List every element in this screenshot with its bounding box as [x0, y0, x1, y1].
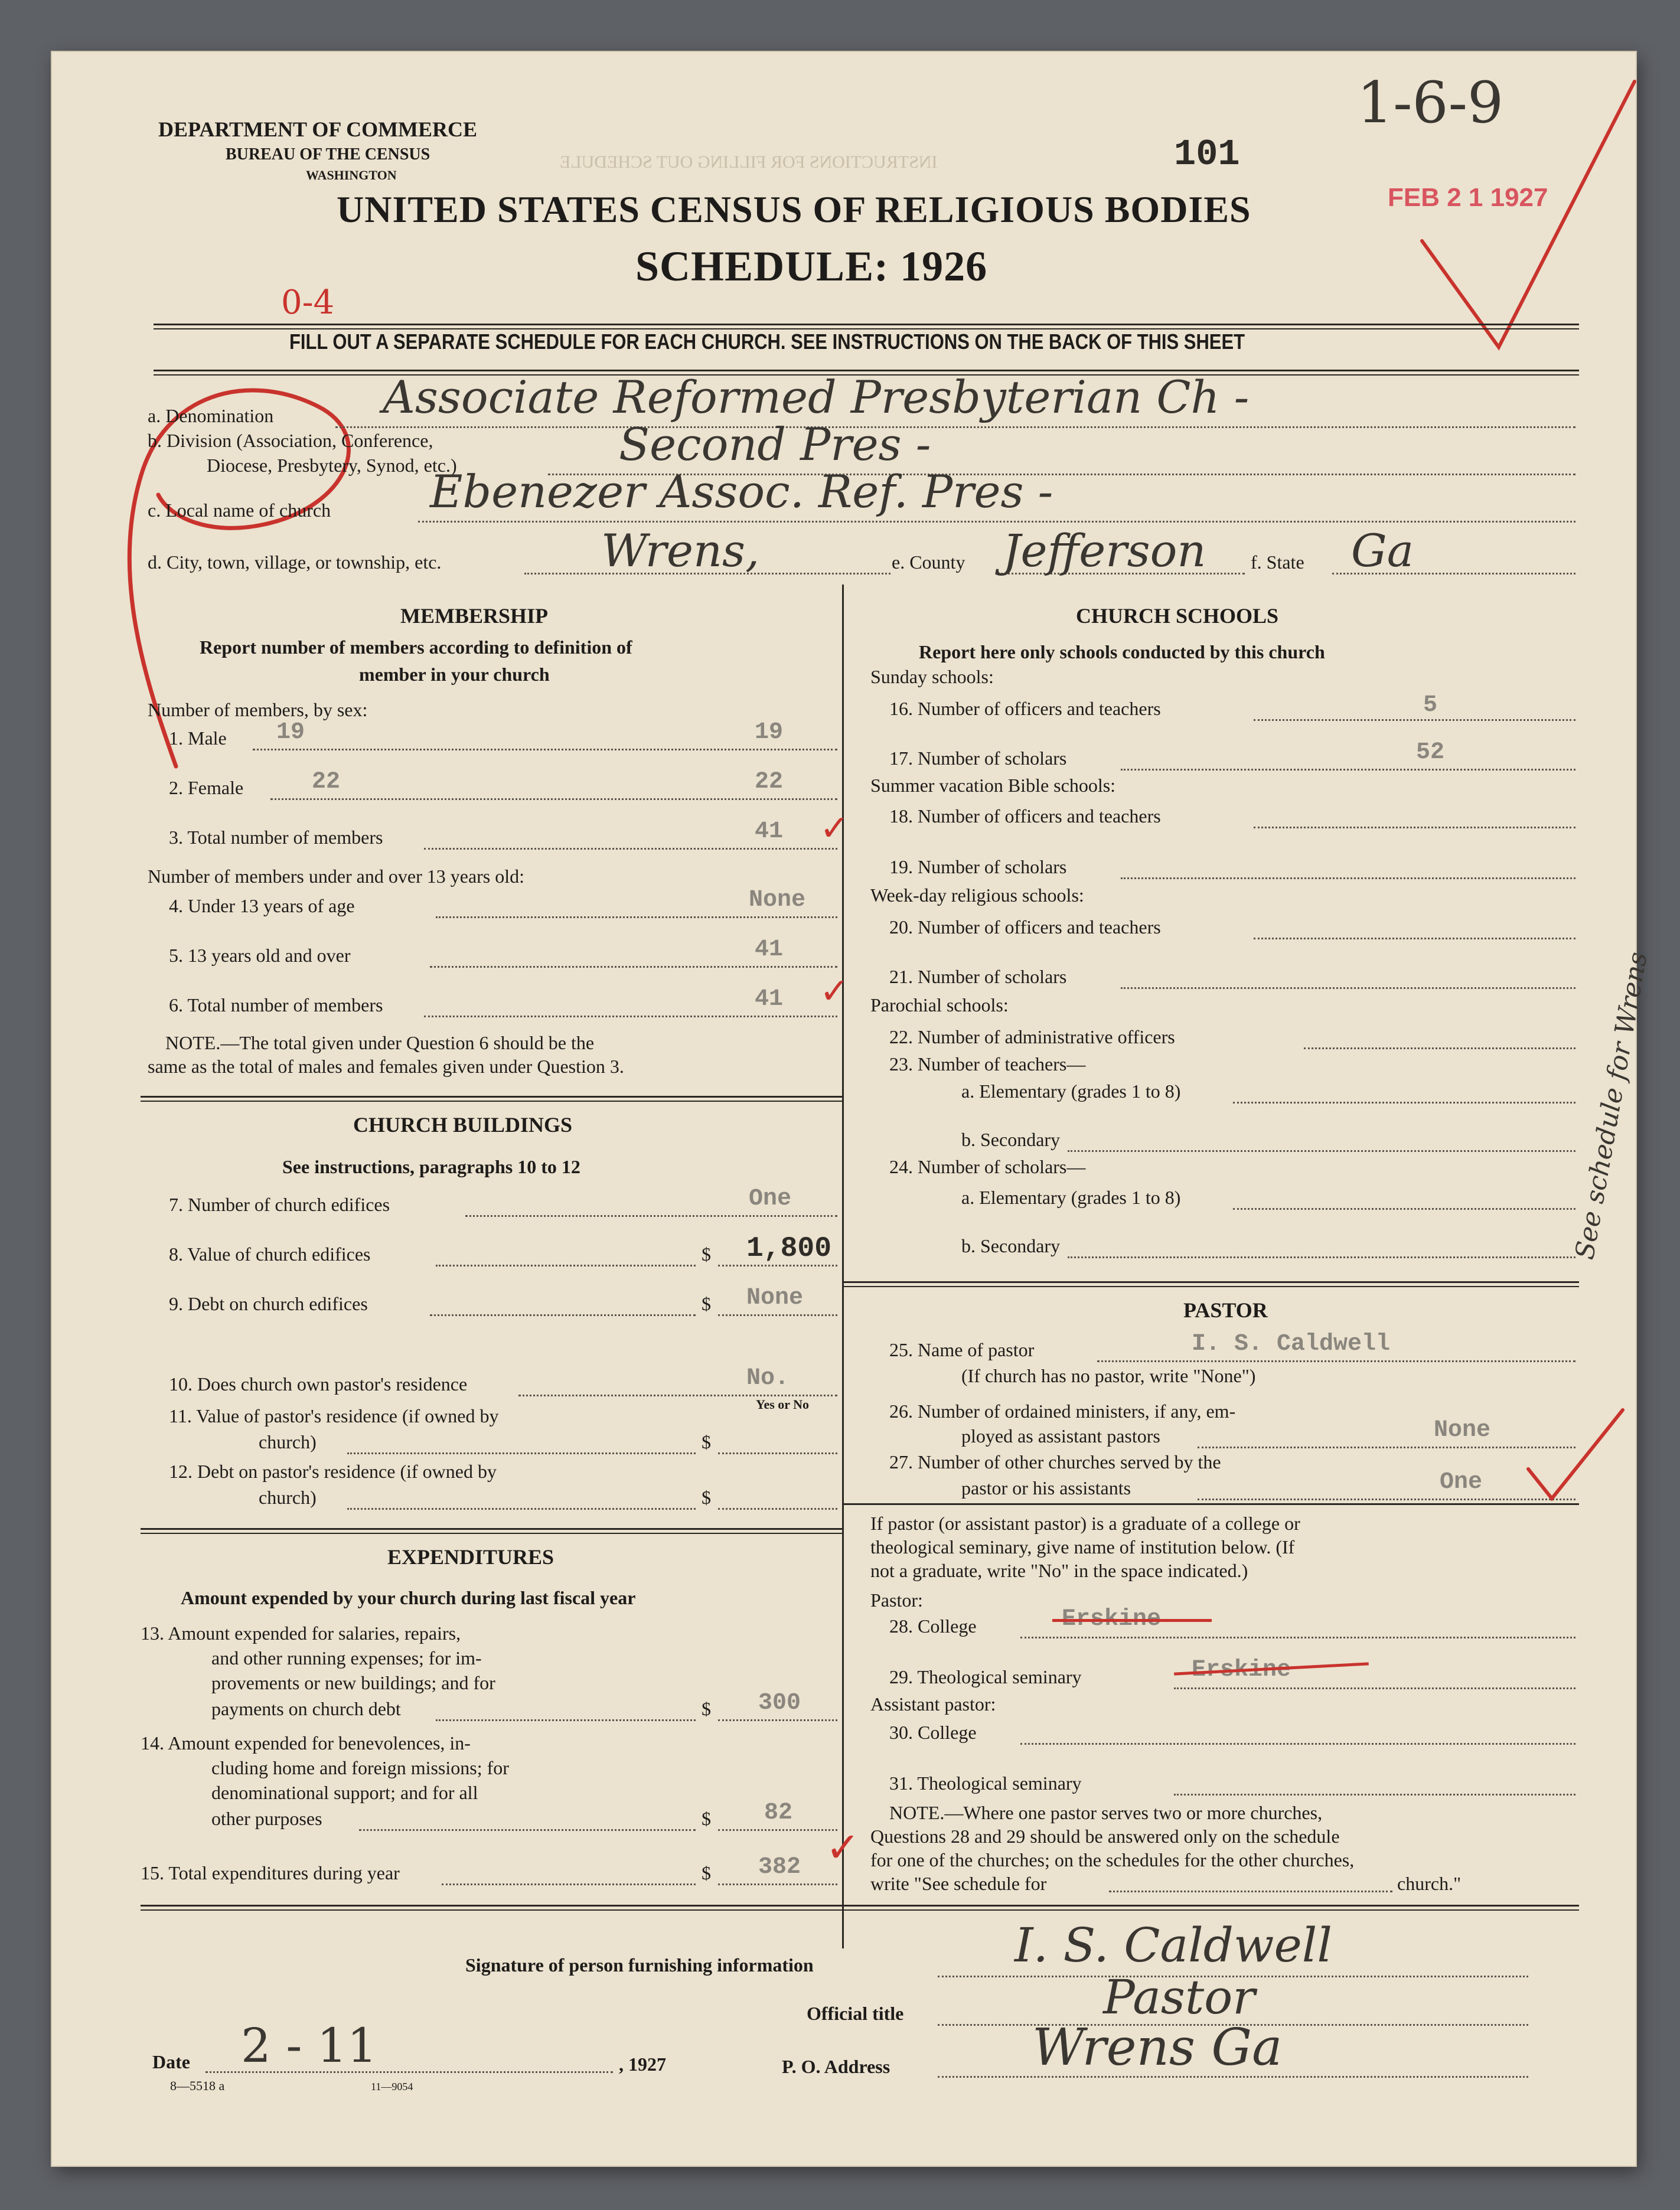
state-value: Ga	[1351, 524, 1414, 577]
denomination-value: Associate Reformed Presbyterian Ch -	[383, 371, 1250, 423]
q29-label: 29. Theological seminary	[889, 1666, 1082, 1687]
q11-label-2: church)	[259, 1431, 317, 1452]
q18-label: 18. Number of officers and teachers	[889, 805, 1161, 827]
pastor-title: PASTOR	[1183, 1298, 1268, 1322]
city-value: Wrens,	[601, 524, 760, 577]
q24a-label: a. Elementary (grades 1 to 8)	[961, 1187, 1181, 1208]
red-check-q3: ✓	[820, 808, 850, 849]
q23b-label: b. Secondary	[961, 1129, 1061, 1150]
q28-label: 28. College	[889, 1615, 977, 1637]
pastor-note-1: NOTE.—Where one pastor serves two or more churches,	[889, 1802, 1323, 1823]
members-by-sex-label: Number of members, by sex:	[148, 699, 368, 720]
q6-total-label: 6. Total number of members	[169, 994, 383, 1016]
weekday-schools-heading: Week-day religious schools:	[870, 884, 1084, 906]
q20-label: 20. Number of officers and teachers	[889, 916, 1161, 938]
red-check-margin	[1516, 1398, 1635, 1516]
q1-male-label: 1. Male	[169, 727, 227, 749]
q3-total-value: 41	[755, 818, 784, 845]
parochial-schools-heading: Parochial schools:	[870, 994, 1009, 1016]
graduate-instructions-3: not a graduate, write "No" in the space indicated.)	[870, 1560, 1248, 1581]
q16-label: 16. Number of officers and teachers	[889, 698, 1161, 719]
margin-note: See schedule for Wrens	[1570, 949, 1653, 1262]
q8-dollar: $	[702, 1243, 711, 1265]
q23-label: 23. Number of teachers—	[889, 1053, 1086, 1075]
schools-title: CHURCH SCHOOLS	[1076, 604, 1279, 628]
q23a-label: a. Elementary (grades 1 to 8)	[961, 1080, 1181, 1102]
q14-label-3: denominational support; and for all	[211, 1782, 478, 1803]
q22-label: 22. Number of administrative officers	[889, 1026, 1175, 1047]
schedule-number: 101	[1174, 133, 1240, 175]
q12-label-1: 12. Debt on pastor's residence (if owned by	[169, 1461, 497, 1482]
q1-male-left: 19	[276, 719, 305, 746]
graduate-instructions-1: If pastor (or assistant pastor) is a graduate of a college or	[870, 1513, 1300, 1534]
sunday-schools-heading: Sunday schools:	[870, 666, 994, 687]
membership-intro-2: member in your church	[359, 664, 550, 685]
membership-title: MEMBERSHIP	[400, 604, 549, 628]
q2-female-value: 22	[755, 769, 784, 795]
assistant-pastor-heading: Assistant pastor:	[870, 1693, 996, 1715]
county-value: Jefferson	[1003, 524, 1206, 577]
local-name-label: c. Local name of church	[148, 500, 331, 521]
date-label: Date	[152, 2051, 190, 2072]
department-name: DEPARTMENT OF COMMERCE	[158, 117, 478, 141]
po-address-label: P. O. Address	[782, 2056, 890, 2077]
q25-note: (If church has no pastor, write "None")	[961, 1365, 1256, 1386]
age-heading: Number of members under and over 13 years old:	[148, 866, 525, 887]
q5-over13-value: 41	[755, 936, 784, 963]
q14-label-1: 14. Amount expended for benevolences, in-	[141, 1732, 471, 1754]
washington-label: WASHINGTON	[306, 168, 397, 182]
q13-label-3: provements or new buildings; and for	[211, 1672, 495, 1693]
q27-label-2: pastor or his assistants	[961, 1477, 1131, 1499]
membership-note-2: same as the total of males and females given under Question 3.	[148, 1056, 624, 1077]
red-check-q6: ✓	[820, 971, 850, 1012]
q9-debt-label: 9. Debt on church edifices	[169, 1293, 368, 1314]
q12-dollar: $	[702, 1487, 711, 1508]
date-value: 2 - 11	[241, 2018, 377, 2073]
q27-label-1: 27. Number of other churches served by the	[889, 1451, 1221, 1473]
county-label: e. County	[892, 551, 965, 573]
official-title-label: Official title	[807, 2003, 904, 2024]
census-schedule-form	[52, 52, 1653, 2166]
q26-value: None	[1434, 1417, 1491, 1444]
q16-value: 5	[1423, 692, 1438, 719]
yes-or-no-hint: Yes or No	[756, 1397, 810, 1412]
q27-value: One	[1440, 1469, 1483, 1496]
bureau-name: BUREAU OF THE CENSUS	[226, 145, 430, 164]
q24-label: 24. Number of scholars—	[889, 1156, 1086, 1177]
signature-label: Signature of person furnishing information	[465, 1954, 814, 1976]
q3-total-label: 3. Total number of members	[169, 827, 383, 848]
q4-under13-label: 4. Under 13 years of age	[169, 895, 355, 916]
local-name-value: Ebenezer Assoc. Ref. Pres -	[430, 465, 1053, 518]
pastor-note-5: church."	[1397, 1873, 1462, 1894]
q11-label-1: 11. Value of pastor's residence (if owned by	[169, 1405, 499, 1426]
q13-label-4: payments on church debt	[211, 1698, 401, 1719]
q13-dollar: $	[702, 1698, 711, 1719]
received-date-stamp: FEB 2 1 1927	[1388, 183, 1548, 212]
q15-label: 15. Total expenditures during year	[141, 1862, 400, 1883]
q19-label: 19. Number of scholars	[889, 856, 1067, 877]
q25-value: I. S. Caldwell	[1192, 1331, 1391, 1357]
q12-label-2: church)	[259, 1487, 317, 1508]
red-check-q15: ✓	[826, 1823, 860, 1872]
po-address-value: Wrens Ga	[1032, 2018, 1283, 2077]
city-label: d. City, town, village, or township, etc.	[148, 551, 442, 573]
q2-female-label: 2. Female	[169, 777, 244, 798]
q26-label-2: ployed as assistant pastors	[961, 1425, 1160, 1447]
q13-label-1: 13. Amount expended for salaries, repairs,	[141, 1623, 461, 1644]
q5-over13-label: 5. 13 years old and over	[169, 945, 351, 966]
summer-schools-heading: Summer vacation Bible schools:	[870, 775, 1116, 796]
q25-label: 25. Name of pastor	[889, 1339, 1035, 1360]
print-number: 11—9054	[371, 2081, 413, 2093]
fill-out-instructions: FILL OUT A SEPARATE SCHEDULE FOR EACH CHURCH. SEE INSTRUCTIONS ON THE BACK OF THIS SHEET	[289, 329, 1245, 354]
q17-label: 17. Number of scholars	[889, 747, 1067, 769]
denomination-label: a. Denomination	[148, 405, 274, 426]
q15-value: 382	[758, 1854, 801, 1881]
division-value: Second Pres -	[619, 418, 931, 471]
red-pencil-code: 0-4	[281, 283, 335, 322]
q10-residence-label: 10. Does church own pastor's residence	[169, 1373, 468, 1395]
q28-red-strike	[1052, 1619, 1212, 1622]
q14-dollar: $	[702, 1808, 711, 1829]
graduate-instructions-2: theological seminary, give name of institution below. (If	[870, 1536, 1295, 1558]
q13-value: 300	[758, 1690, 801, 1716]
q14-label-4: other purposes	[211, 1808, 322, 1829]
form-title: UNITED STATES CENSUS OF RELIGIOUS BODIES	[337, 188, 1251, 230]
handwritten-code: 1-6-9	[1357, 70, 1504, 136]
expenditures-intro: Amount expended by your church during last fiscal year	[181, 1587, 636, 1608]
q17-value: 52	[1416, 739, 1445, 766]
signature-value: I. S. Caldwell	[1014, 1918, 1332, 1973]
q8-value-label: 8. Value of church edifices	[169, 1243, 371, 1265]
pastor-note-2: Questions 28 and 29 should be answered only on the schedule	[870, 1826, 1340, 1847]
q11-dollar: $	[702, 1431, 711, 1452]
q8-value: 1,800	[746, 1233, 832, 1265]
q10-residence-value: No.	[746, 1365, 790, 1392]
q2-female-left: 22	[312, 769, 341, 795]
q14-value: 82	[764, 1800, 793, 1826]
q6-total-value: 41	[755, 986, 784, 1013]
buildings-title: CHURCH BUILDINGS	[353, 1113, 573, 1137]
q31-label: 31. Theological seminary	[889, 1772, 1082, 1794]
q7-edifices-label: 7. Number of church edifices	[169, 1194, 390, 1215]
schools-intro: Report here only schools conducted by this church	[919, 641, 1325, 662]
q15-dollar: $	[702, 1862, 711, 1883]
q28-value: Erskine	[1062, 1606, 1162, 1633]
division-label: b. Division (Association, Conference,	[148, 430, 433, 451]
buildings-intro: See instructions, paragraphs 10 to 12	[282, 1156, 580, 1177]
q30-label: 30. College	[889, 1722, 977, 1743]
division-label-2: Diocese, Presbytery, Synod, etc.)	[207, 455, 457, 476]
q14-label-2: cluding home and foreign missions; for	[211, 1757, 509, 1778]
state-label: f. State	[1251, 551, 1304, 573]
q29-value: Erskine	[1192, 1657, 1291, 1683]
expenditures-title: EXPENDITURES	[387, 1545, 554, 1569]
q9-dollar: $	[702, 1293, 711, 1314]
q9-debt-value: None	[746, 1285, 804, 1311]
q26-label-1: 26. Number of ordained ministers, if any, em-	[889, 1401, 1236, 1422]
q1-male-value: 19	[755, 719, 784, 746]
q4-under13-value: None	[749, 887, 806, 913]
schedule-year: SCHEDULE: 1926	[635, 243, 988, 290]
membership-intro-1: Report number of members according to definition of	[200, 636, 632, 658]
form-number: 8—5518 a	[170, 2078, 225, 2093]
bleed-through-text: INSTRUCTIONS FOR FILLING OUT SCHEDULE	[560, 152, 938, 172]
official-title-value: Pastor	[1103, 1970, 1255, 2025]
q24b-label: b. Secondary	[961, 1235, 1061, 1256]
q7-edifices-value: One	[749, 1186, 792, 1212]
q13-label-2: and other running expenses; for im-	[211, 1647, 482, 1669]
pastor-note-3: for one of the churches; on the schedules for the other churches,	[870, 1849, 1355, 1870]
q21-label: 21. Number of scholars	[889, 966, 1067, 987]
date-year: , 1927	[619, 2054, 666, 2075]
pastor-note-4: write "See schedule for	[870, 1873, 1047, 1894]
membership-note-1: NOTE.—The total given under Question 6 should be the	[165, 1032, 595, 1053]
pastor-heading: Pastor:	[870, 1589, 923, 1611]
